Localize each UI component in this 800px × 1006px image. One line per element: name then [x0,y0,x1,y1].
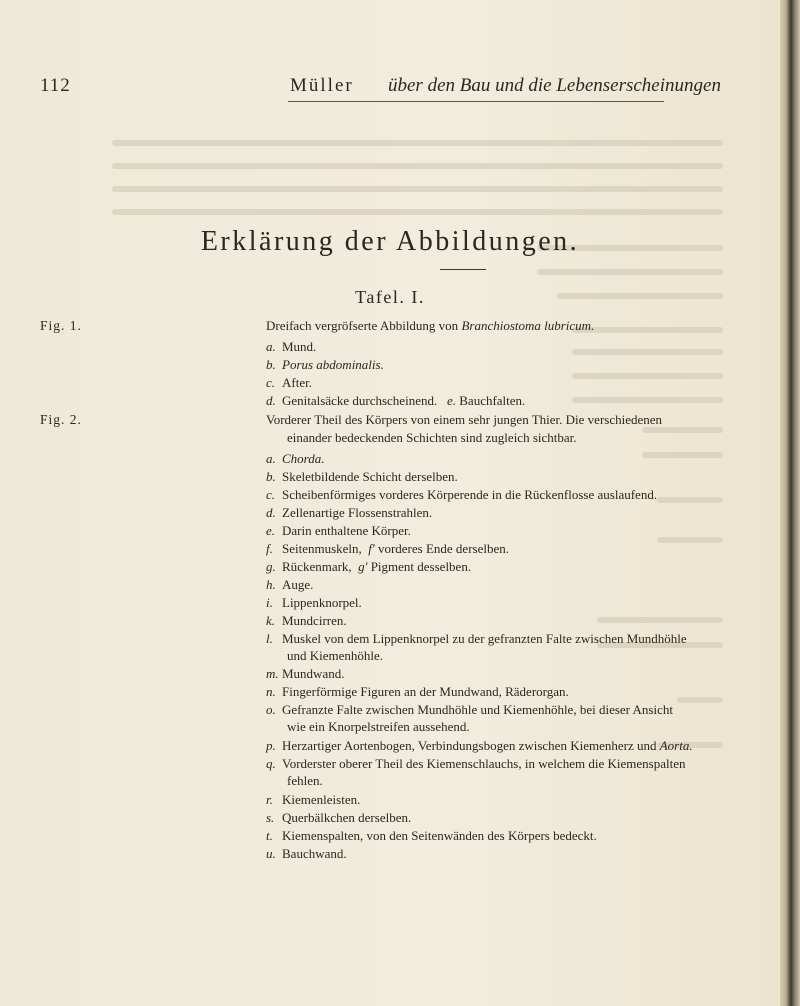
running-author: Müller [290,75,354,96]
legend-text-italic: Aorta. [659,738,693,753]
legend-text: Porus abdominalis. [282,357,384,372]
legend-key: e. [446,393,456,408]
legend-key: q. [266,756,276,771]
page-number: 112 [40,75,71,96]
legend-key: r. [266,792,273,807]
legend-text: Rückenmark, [282,559,352,574]
legend-item [266,451,325,466]
legend-item [266,702,673,717]
legend-text: Darin enthaltene Körper. [282,523,411,538]
legend-item [266,469,458,484]
fig-2-label: Fig. 2. [40,412,82,427]
legend-key: h. [266,577,276,592]
legend-item [266,666,344,681]
fig-1-species: Branchiostoma lubricum. [461,318,595,333]
fig-2-title-cont: einander bedeckenden Schichten sind zugleich sichtbar. [287,430,577,445]
legend-text: Vorderster oberer Theil des Kiemenschlauchs, in welchem die Kiemenspalten [282,756,686,771]
legend-item [266,577,313,592]
legend-item [266,828,597,843]
legend-key: b. [266,357,276,372]
legend-text: After. [282,375,312,390]
legend-key: d. [266,393,276,408]
legend-key: u. [266,846,276,861]
legend-item [266,810,411,825]
legend-key: o. [266,702,276,717]
legend-text: vorderes Ende derselben. [377,541,509,556]
legend-text: Herzartiger Aortenbogen, Verbindungsbogen zwischen Kiemenherz und [282,738,657,753]
legend-item [266,756,685,771]
legend-item [266,541,509,556]
fig-1-title [266,318,594,333]
heading-divider [440,269,486,270]
legend-item [266,631,687,646]
legend-key: g. [266,559,276,574]
legend-key: e. [266,523,276,538]
book-gutter [780,0,800,1006]
legend-item [266,357,384,372]
legend-key: f' [368,541,375,556]
page-title: Erklärung der Abbildungen. [200,226,580,257]
legend-item [266,613,347,628]
legend-item [266,523,411,538]
legend-item [266,505,432,520]
legend-key: a. [266,451,276,466]
plate-title: Tafel. I. [355,287,425,307]
legend-key: c. [266,487,276,502]
legend-text: Mundcirren. [282,613,347,628]
legend-item-cont: fehlen. [287,773,323,788]
legend-key: n. [266,684,276,699]
legend-text: Gefranzte Falte zwischen Mundhöhle und Kiemenhöhle, bei dieser Ansicht [282,702,673,717]
legend-text: Bauchfalten. [459,393,526,408]
legend-text: Fingerförmige Figuren an der Mundwand, Räderorgan. [282,684,569,699]
legend-item [266,339,316,354]
legend-key: b. [266,469,276,484]
running-title: über den Bau und die Lebenserscheinungen [388,75,721,96]
legend-text: Bauchwand. [282,846,347,861]
legend-text: Scheibenförmiges vorderes Körperende in die Rückenflosse auslaufend. [282,487,658,502]
fig-1-label: Fig. 1. [40,318,82,333]
legend-text: Zellenartige Flossenstrahlen. [282,505,433,520]
legend-item-cont: und Kiemenhöhle. [287,648,384,663]
legend-key: l. [266,631,273,646]
legend-key: m. [266,666,279,681]
legend-text: Muskel von dem Lippenknorpel zu der gefranzten Falte zwischen Mundhöhle [282,631,687,646]
legend-item [266,846,347,861]
legend-key: i. [266,595,273,610]
legend-text: Querbälkchen derselben. [282,810,412,825]
legend-text: Mund. [282,339,317,354]
legend-key: a. [266,339,276,354]
legend-key: d. [266,505,276,520]
legend-text: Chorda. [282,451,325,466]
legend-key: t. [266,828,273,843]
legend-item [266,559,471,574]
legend-key: c. [266,375,276,390]
legend-item [266,487,657,502]
legend-key: f. [266,541,273,556]
fig-1-title-text: Dreifach vergröfserte Abbildung von [266,318,459,333]
legend-text: Skeletbildende Schicht derselben. [282,469,458,484]
legend-text: Kiemenleisten. [282,792,361,807]
legend-item [266,684,569,699]
fig-2-title: Vorderer Theil des Körpers von einem sehr jungen Thier. Die verschiedenen [266,412,663,427]
legend-item-cont: wie ein Knorpelstreifen aussehend. [287,719,470,734]
legend-text: Mundwand. [282,666,345,681]
legend-key: g' [358,559,368,574]
legend-text: Auge. [282,577,314,592]
legend-key: p. [266,738,276,753]
legend-text: Seitenmuskeln, [282,541,362,556]
legend-text: Genitalsäcke durchscheinend. [282,393,438,408]
legend-text: Kiemenspalten, von den Seitenwänden des Körpers bedeckt. [282,828,597,843]
legend-item [266,595,362,610]
legend-key: s. [266,810,275,825]
legend-item [266,393,525,408]
header-rule [288,101,664,102]
legend-item [266,375,312,390]
legend-text: Lippenknorpel. [282,595,362,610]
legend-text: Pigment desselben. [370,559,472,574]
legend-item [266,738,693,753]
legend-key: k. [266,613,276,628]
legend-item [266,792,360,807]
running-header [0,75,800,99]
